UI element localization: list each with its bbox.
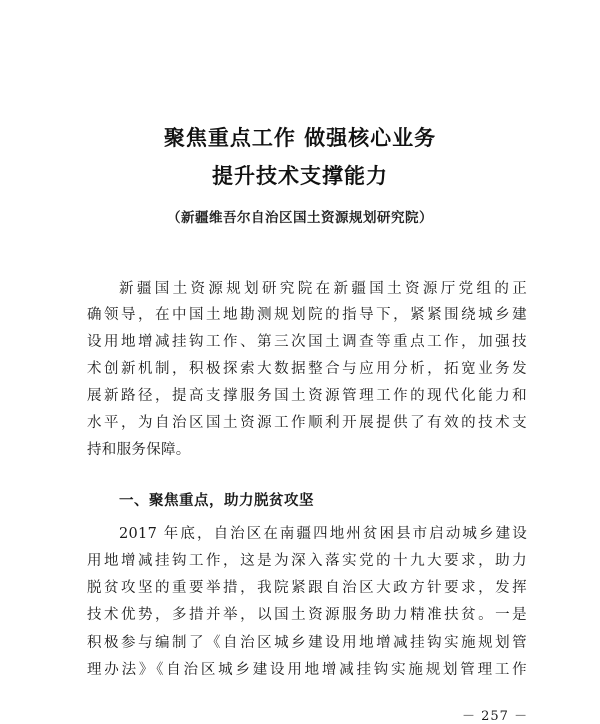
body-line: 理办法》《自治区城乡建设用地增减挂钩实施规划管理工作 [87,662,527,678]
intro-line: 水平，为自治区国土资源工作顺利开展提供了有效的技术支 [87,415,527,431]
body-line: 用地增减挂钩工作，这是为深入落实党的十九大要求，助力 [87,553,527,569]
title-line-1: 聚焦重点工作 做强核心业务 [163,126,437,150]
intro-line: 展新路径，提高支撑服务国土资源管理工作的现代化能力和 [87,388,527,404]
body-line: 2017 年底，自治区在南疆四地州贫困县市启动城乡建设 [119,526,527,542]
section-heading: 一、聚焦重点，助力脱贫攻坚 [119,493,314,509]
organization-byline: （新疆维吾尔自治区国土资源规划研究院） [167,210,433,226]
body-line: 脱贫攻坚的重要举措，我院紧跟自治区大政方针要求，发挥 [87,580,527,596]
title-line-2: 提升技术支撑能力 [212,164,388,188]
intro-line: 术创新机制，积极探索大数据整合与应用分析，拓宽业务发 [87,361,527,377]
body-line: 技术优势，多措并举，以国土资源服务助力精准扶贫。一是 [87,607,527,623]
intro-line: 设用地增减挂钩工作、第三次国土调查等重点工作，加强技 [87,334,527,350]
body-line: 积极参与编制了《自治区城乡建设用地增减挂钩实施规划管 [87,635,527,651]
page-number: － 257 － [462,709,529,724]
intro-line: 确领导，在中国土地勘测规划院的指导下，紧紧围绕城乡建 [87,307,527,323]
intro-line: 持和服务保障。 [87,442,191,458]
intro-line: 新疆国土资源规划研究院在新疆国土资源厅党组的正 [119,281,527,297]
